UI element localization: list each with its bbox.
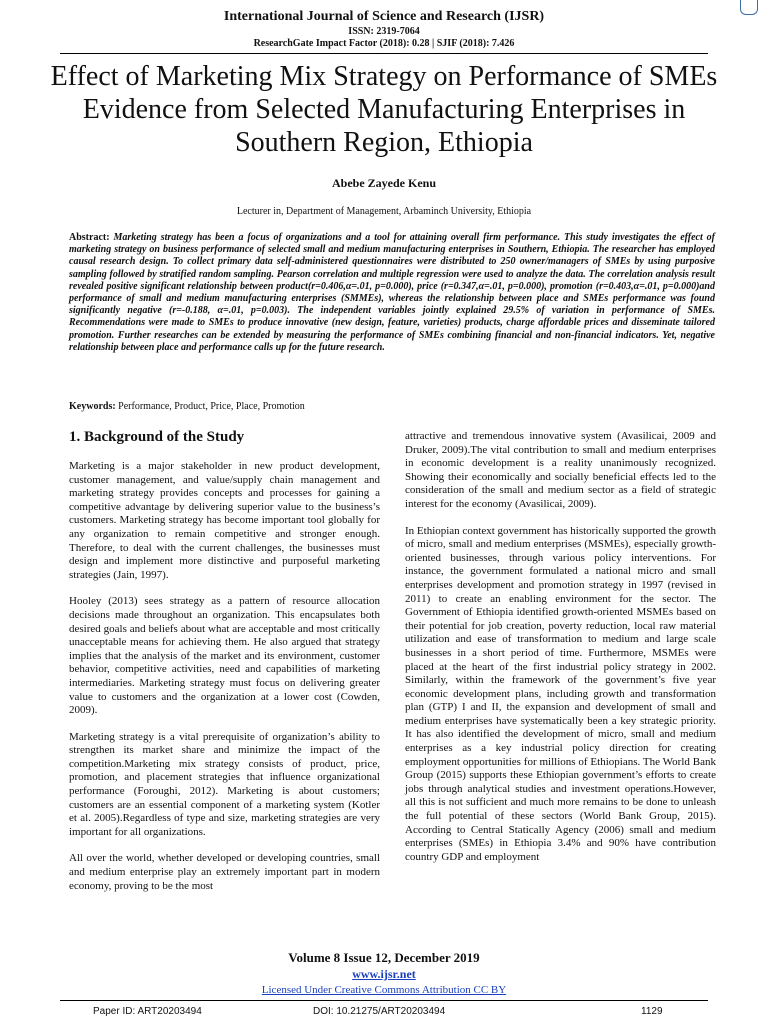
header-divider — [60, 53, 708, 54]
issn: ISSN: 2319-7064 — [348, 26, 420, 37]
license-link[interactable]: Licensed Under Creative Commons Attribution CC BY — [261, 984, 507, 996]
impact-factor: ResearchGate Impact Factor (2018): 0.28 | SJIF (2018): 7.426 — [253, 38, 515, 49]
paragraph: In Ethiopian context government has historically supported the growth of micro, small and medium enterprises (MSMEs), especially growth-oriented businesses, through various policy interventions. For instance, the government formulated a national micro and small enterprises development and promotion strategy in 1997 (revised in 2011) to create an enabling environment for the sector. The Government of Ethiopia identified growth-oriented MSMEs based on their potential for job creation, poverty reduction, local raw material utilization and ease of transformation to medium and large scale businesses in a short period of time. Furthermore, MSMEs were placed at the heart of the first industrial policy strategy in 2002. Similarly, within the framework of the government’s five year economic development plans, including growth and transformation plan (GTP) I and II, the expansion and development of small and medium enterprises have systematically been a key strategic priority. It has also identified the development of micro, small and medium enterprises as a key industrial policy direction for creating employment opportunities for millions of Ethiopians. The World Bank Group (2015) supports these Ethiopian government’s efforts to create jobs through analytical studies and investment operations.However, all this is not sufficient and much more remains to be done to unleash the full potential of these sectors (World Bank Group, 2015). According to Central Statically Agency (2006) small and medium enterprises (SMEs) in Ethiopia 3.4% and 90% have contribution country GDP and employment — [405, 524, 716, 863]
footer-volume: Volume 8 Issue 12, December 2019 — [288, 950, 480, 965]
paragraph: Marketing strategy is a vital prerequisite of organization’s ability to strengthen its market share and minimize the impact of the competition.Marketing mix strategy consists of product, price, promotion, and placement strategies that influence organizational performance (Foroughi, 2012). Marketing is about customers; customers are an essential component of a marketing system (Kotler et al. 2005).Regardless of type and size, marketing strategies are very important for all organizations. — [69, 730, 380, 838]
abstract-text: Marketing strategy has been a focus of organizations and a tool for attaining overall firm performance. This study investigates the effect of marketing strategy on business performance of selected small and medium manufacturing enterprises in Southern, Ethiopia. The researcher has employed causal research design. To collect primary data self-administered questionnaires were distributed to 250 owner/managers of SMEs by using purposive sampling followed by stratified random sampling. Pearson correlation and multiple regression were used to analyze the data. The correlation analysis result revealed positive significant relationship between product(r=0.406,α=.01, p=0.000), price (r=0.347,α=.01, p=0.000), promotion (r=0.403,α=.01, p=0.000)and performance of small and medium manufacturing enterprises (SMMEs), whereas the relationship between place and SMEs performance was found significantly negative (r=-0.188, α=.01, p=0.003). The independent variables jointly explained 29.5% of variation in performance of SMEs. Recommendations were made to SMEs to produce innovative (new design, feature, varieties) products, charge affordable prices and disseminate tailored promotion. Further researches can be extended by measuring the performance of SMEs combining financial and non-financial indicators. Yet, negative relationship between place and performance calls up for the future research. — [69, 232, 716, 353]
paper-id: Paper ID: ART20203494 — [93, 1006, 202, 1017]
paragraph: Hooley (2013) sees strategy as a pattern of resource allocation decisions made throughout an organization. This encapsulates both desired goals and beliefs about what are acceptable and most critically unacceptable means for achieving them. He also argued that strategy implies that the analysis of the market and its environment, customer behavior, competitive activities, need and capabilities of marketing intermediaries. Marketing strategy must focus on delivering greater value to customers and the organization at a lower cost (Cowden, 2009). — [69, 595, 380, 717]
paragraph: Marketing is a major stakeholder in new product development, customer management, and value/supply chain management and marketing strategy provides concepts and processes for gaining a competitive advantage by delivering superior value to the business’s customers. Marketing strategy has become important tool globally for any organization to remain competitive and stronger enough. Therefore, to deal with the current challenges, the businesses must design and implement more distinctive and purposeful marketing strategies (Jain, 1997). — [69, 460, 380, 581]
author-name: Abebe Zayede Kenu — [331, 176, 436, 190]
paper-title: Effect of Marketing Mix Strategy on Performance of SMEs Evidence from Selected Manufacturing Enterprises in Southern Region, Ethiopia — [50, 61, 718, 158]
page-number: 1129 — [641, 1006, 663, 1017]
right-column — [405, 430, 716, 877]
keywords-label: Keywords: — [69, 401, 116, 412]
left-column — [69, 460, 380, 906]
footer-divider — [60, 1000, 708, 1001]
abstract-label: Abstract: — [69, 232, 110, 243]
section-heading: 1. Background of the Study — [69, 429, 245, 445]
paragraph: attractive and tremendous innovative system (Avasilicai, 2009 and Druker, 2009).The vital contribution to small and medium enterprises in economic development is a reality unanimously recognized. Showing their economically and socially beneficial effects led to the consideration of the small and medium sector as a field of strategic interest for the economy (Avasilicai, 2009). — [405, 430, 716, 510]
abstract — [69, 232, 715, 354]
keywords — [69, 401, 715, 412]
journal-header — [0, 8, 768, 50]
journal-link[interactable]: www.ijsr.net — [352, 967, 416, 981]
journal-name: International Journal of Science and Research (IJSR) — [223, 9, 545, 24]
paragraph: All over the world, whether developed or developing countries, small and medium enterprise play an extremely important part in modern economy, proving to be the most — [69, 852, 380, 892]
author-affiliation: Lecturer in, Department of Management, Arbaminch University, Ethiopia — [236, 206, 532, 217]
keywords-text: Performance, Product, Price, Place, Promotion — [118, 401, 305, 412]
doi: DOI: 10.21275/ART20203494 — [313, 1006, 446, 1017]
